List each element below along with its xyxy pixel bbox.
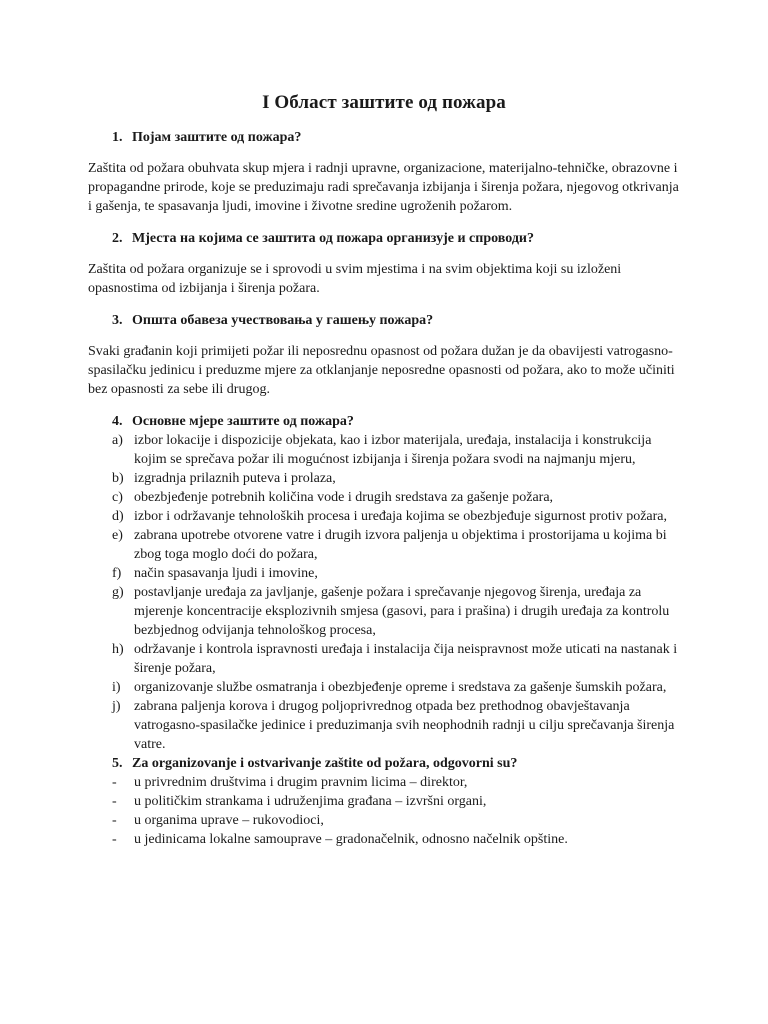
list-item-text: postavljanje uređaja za javljanje, gašenje požara i sprečavanje njegovog širenja, uređaja za mjerenje koncentracije eksplozivnih smjesa (gasovi, para i prašina) i drugih uređaja za kontrolu bezbjednog odvijanja tehnološkog procesa,	[134, 585, 670, 638]
list-item-text: u jedinicama lokalne samouprave – gradonačelnik, odnosno načelnik opštine.	[134, 832, 568, 847]
section-1-paragraph: Zaštita od požara obuhvata skup mjera i radnji upravne, organizacione, materijalno-tehničke, obrazovne i propagandne prirode, koje se preduzimaju radi sprečavanja izbijanja i širenja požara, njegovog otkrivanja i gašenja, te spasavanja ljudi, imovine i životne sredine ugroženih požarom.	[88, 161, 679, 214]
section-5-heading	[88, 754, 680, 773]
list-item	[88, 773, 680, 792]
section-heading-text: Za organizovanje i ostvarivanje zaštite od požara, odgovorni su?	[132, 756, 518, 771]
responsible-persons-list	[88, 773, 680, 849]
section-number: 5.	[112, 756, 123, 771]
section-number: 4.	[112, 414, 123, 429]
list-item	[88, 488, 680, 507]
list-item	[88, 830, 680, 849]
list-marker: -	[112, 775, 117, 790]
section-2-paragraph: Zaštita od požara organizuje se i sprovodi u svim mjestima i na svim objektima koji su izloženi opasnostima od izbijanja i širenja požara.	[88, 262, 622, 296]
list-item-text: zabrana upotrebe otvorene vatre i drugih izvora paljenja u objektima i prostorijama u kojima bi zbog toga moglo doći do požara,	[134, 528, 667, 562]
list-marker: a)	[112, 433, 123, 448]
section-heading-text: Мјеста на којима се заштита од пожара организује и спроводи?	[132, 231, 534, 246]
section-number: 3.	[112, 313, 123, 328]
section-number: 1.	[112, 130, 123, 145]
section-number: 2.	[112, 231, 123, 246]
section-heading-text: Појам заштите од пожара?	[132, 130, 302, 145]
list-marker: d)	[112, 509, 124, 524]
list-item	[88, 583, 680, 640]
section-heading-text: Општа обавеза учествовања у гашењу пожара?	[132, 313, 434, 328]
list-item-text: u političkim strankama i udruženjima građana – izvršni organi,	[134, 794, 487, 809]
list-item	[88, 526, 680, 564]
list-item	[88, 469, 680, 488]
list-item	[88, 564, 680, 583]
list-marker: c)	[112, 490, 123, 505]
list-marker: e)	[112, 528, 123, 543]
list-marker: j)	[112, 699, 121, 714]
section-2-heading	[88, 229, 680, 248]
section-3-heading	[88, 311, 680, 330]
list-item	[88, 811, 680, 830]
list-marker: i)	[112, 680, 121, 695]
list-item-text: zabrana paljenja korova i drugog poljoprivrednog otpada bez prethodnog obavještavanja vatrogasno-spasilačke jedinice i preduzimanja svih neophodnih radnji u cilju sprečavanja širenja vatre.	[134, 699, 675, 752]
list-item-text: izgradnja prilaznih puteva i prolaza,	[134, 471, 336, 486]
section-1-heading	[88, 128, 680, 147]
document-page	[88, 92, 680, 849]
list-item-text: održavanje i kontrola ispravnosti uređaja i instalacija čija neispravnost može uticati na nastanak i širenje požara,	[134, 642, 678, 676]
list-marker: h)	[112, 642, 124, 657]
list-marker: g)	[112, 585, 124, 600]
list-item-text: u privrednim društvima i drugim pravnim licima – direktor,	[134, 775, 468, 790]
list-item-text: izbor i održavanje tehnoloških procesa i uređaja kojima se obezbjeđuje sigurnost protiv požara,	[134, 509, 667, 524]
document-title: I Област заштите од пожара	[262, 92, 506, 113]
list-item-text: obezbjeđenje potrebnih količina vode i drugih sredstava za gašenje požara,	[134, 490, 554, 505]
list-item-text: organizovanje službe osmatranja i obezbjeđenje opreme i sredstava za gašenje šumskih požara,	[134, 680, 667, 695]
list-item	[88, 678, 680, 697]
list-item	[88, 697, 680, 754]
list-item	[88, 792, 680, 811]
list-item	[88, 431, 680, 469]
list-item	[88, 640, 680, 678]
fire-protection-measures-list	[88, 431, 680, 754]
section-3-paragraph: Svaki građanin koji primijeti požar ili neposrednu opasnost od požara dužan je da obavijesti vatrogasno-spasilačku jedinicu i preduzme mjere za otklanjanje neposredne opasnosti od požara, ako to može učiniti bez opasnosti za sebe ili drugog.	[88, 344, 675, 397]
list-item	[88, 507, 680, 526]
list-marker: b)	[112, 471, 124, 486]
section-heading-text: Основне мјере заштите од пожара?	[132, 414, 354, 429]
list-marker: f)	[112, 566, 122, 581]
list-item-text: način spasavanja ljudi i imovine,	[134, 566, 318, 581]
list-item-text: izbor lokacije i dispozicije objekata, kao i izbor materijala, uređaja, instalacija i konstrukcija kojim se sprečava požar ili mogućnost izbijanja i širenja požara svodi na najmanju mjeru,	[134, 433, 652, 467]
list-marker: -	[112, 794, 117, 809]
list-item-text: u organima uprave – rukovodioci,	[134, 813, 324, 828]
section-4-heading	[88, 412, 680, 431]
list-marker: -	[112, 813, 117, 828]
list-marker: -	[112, 832, 117, 847]
